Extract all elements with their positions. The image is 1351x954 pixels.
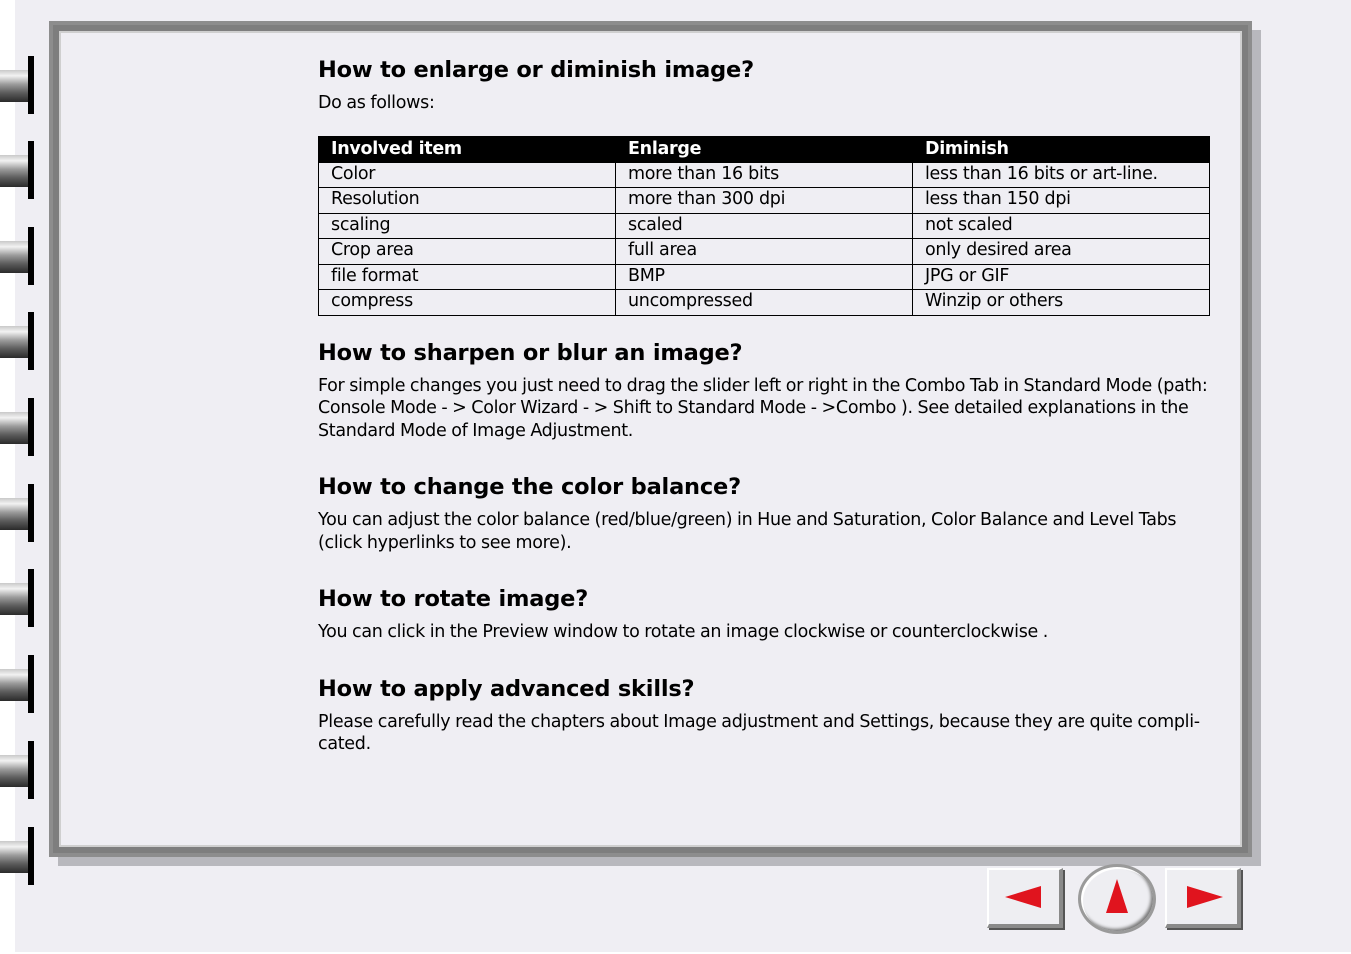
up-triangle-icon <box>1081 867 1153 931</box>
table-cell: JPG or GIF <box>913 264 1210 290</box>
binder-ring <box>0 569 34 627</box>
table-row <box>319 290 1210 316</box>
table-row <box>319 188 1210 214</box>
right-triangle-icon <box>1167 870 1237 924</box>
comparison-table <box>318 136 1210 316</box>
section-title-color-balance: How to change the color balance? <box>318 474 741 500</box>
binder-ring <box>0 741 34 799</box>
table-row <box>319 264 1210 290</box>
section-title-sharpen: How to sharpen or blur an image? <box>318 339 743 366</box>
table-cell: less than 16 bits or art-line. <box>913 162 1210 188</box>
up-page-button[interactable] <box>1078 864 1156 934</box>
section-body-sharpen: For simple changes you just need to drag the slider left or right in the Combo Tab in Standard Mode (path: Console Mode - > Color Wizard - > Shift to Standard Mode - >Combo ). See detailed explanations in the Standard Mode of Image Adjustment. <box>318 375 1208 441</box>
binder-ring <box>0 141 34 199</box>
table-row <box>319 213 1210 239</box>
table-cell: Resolution <box>319 188 616 214</box>
table-row <box>319 162 1210 188</box>
section-body-advanced: Please carefully read the chapters about Image adjustment and Settings, because they are quite compli-cated. <box>318 711 1200 754</box>
table-cell: uncompressed <box>616 290 913 316</box>
table-cell: more than 16 bits <box>616 162 913 188</box>
table-cell: only desired area <box>913 239 1210 265</box>
section-body-enlarge: Do as follows: <box>318 93 435 113</box>
section-body-rotate: You can click in the Preview window to rotate an image clockwise or counterclockwise . <box>318 622 1049 642</box>
header-enlarge: Enlarge <box>616 136 913 162</box>
table-header-row <box>319 136 1210 162</box>
table-cell: file format <box>319 264 616 290</box>
binder-ring <box>0 827 34 885</box>
table-cell: scaled <box>616 213 913 239</box>
header-diminish: Diminish <box>913 136 1210 162</box>
table-cell: less than 150 dpi <box>913 188 1210 214</box>
table-cell: not scaled <box>913 213 1210 239</box>
table-cell: scaling <box>319 213 616 239</box>
table-row <box>319 239 1210 265</box>
table-cell: more than 300 dpi <box>616 188 913 214</box>
table-cell: Color <box>319 162 616 188</box>
page-content <box>318 55 1218 756</box>
table-cell: Crop area <box>319 239 616 265</box>
left-triangle-icon <box>989 870 1059 924</box>
binder-ring <box>0 227 34 285</box>
header-involved-item: Involved item <box>319 136 616 162</box>
binder-ring <box>0 56 34 114</box>
next-page-button[interactable] <box>1165 868 1241 928</box>
table-cell: BMP <box>616 264 913 290</box>
section-title-enlarge: How to enlarge or diminish image? <box>318 57 754 83</box>
binder-ring <box>0 484 34 542</box>
table-cell: Winzip or others <box>913 290 1210 316</box>
table-cell: full area <box>616 239 913 265</box>
binder-ring <box>0 398 34 456</box>
section-body-color-balance: You can adjust the color balance (red/blue/green) in Hue and Saturation, Color Balance and Level Tabs (click hyperlinks to see more). <box>318 510 1177 553</box>
previous-page-button[interactable] <box>987 868 1063 928</box>
table-cell: compress <box>319 290 616 316</box>
section-title-advanced: How to apply advanced skills? <box>318 675 695 702</box>
binder-ring <box>0 312 34 370</box>
section-title-rotate: How to rotate image? <box>318 586 589 612</box>
binder-ring <box>0 655 34 713</box>
